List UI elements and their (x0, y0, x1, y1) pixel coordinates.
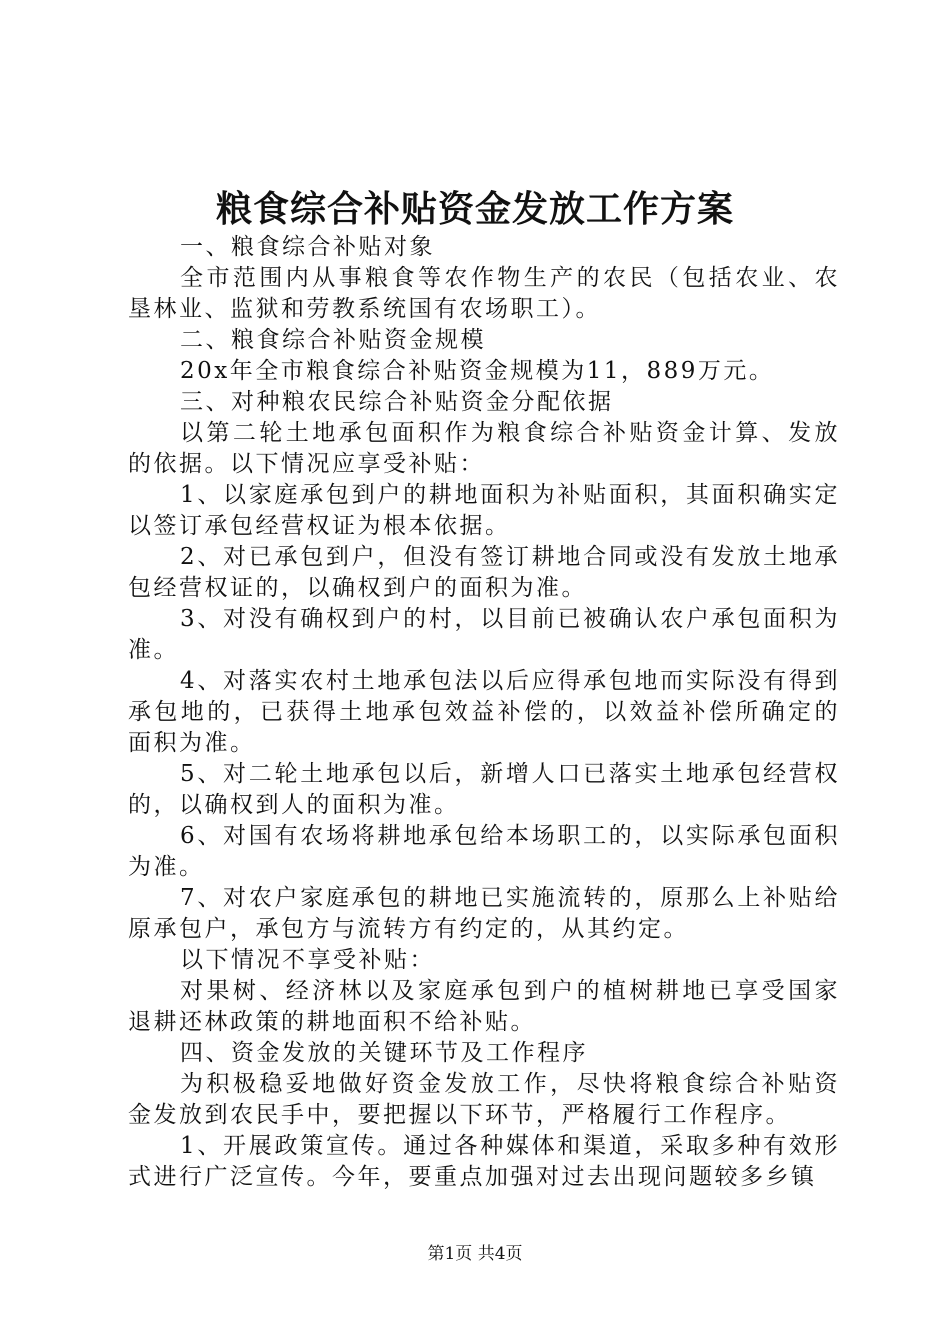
document-body (128, 232, 840, 1193)
section-heading: 一、粮食综合补贴对象 (180, 234, 435, 260)
list-item: 6、对国有农场将耕地承包给本场职工的，以实际承包面积为准。 (128, 823, 840, 880)
paragraph: 全市范围内从事粮食等农作物生产的农民（包括农业、农垦林业、监狱和劳教系统国有农场职工）。 (128, 265, 840, 322)
list-item: 1、开展政策宣传。通过各种媒体和渠道，采取多种有效形式进行广泛宣传。今年，要重点加强对过去出现问题较多乡镇 (128, 1133, 840, 1190)
page-footer: 第1页 共4页 (427, 1244, 523, 1264)
list-item: 3、对没有确权到户的村，以目前已被确认农户承包面积为准。 (128, 606, 840, 663)
list-item: 2、对已承包到户，但没有签订耕地合同或没有发放土地承包经营权证的，以确权到户的面积为准。 (128, 544, 840, 601)
paragraph: 20x年全市粮食综合补贴资金规模为11，889万元。 (180, 358, 775, 384)
section-heading: 四、资金发放的关键环节及工作程序 (180, 1040, 588, 1066)
paragraph: 以下情况不享受补贴： (180, 947, 435, 973)
paragraph: 为积极稳妥地做好资金发放工作，尽快将粮食综合补贴资金发放到农民手中，要把握以下环节，严格履行工作程序。 (128, 1071, 840, 1128)
list-item: 1、以家庭承包到户的耕地面积为补贴面积，其面积确实定以签订承包经营权证为根本依据。 (128, 482, 840, 539)
section-heading: 三、对种粮农民综合补贴资金分配依据 (180, 389, 614, 415)
list-item: 5、对二轮土地承包以后，新增人口已落实土地承包经营权的，以确权到人的面积为准。 (128, 761, 840, 818)
section-heading: 二、粮食综合补贴资金规模 (180, 327, 486, 353)
document-title: 粮食综合补贴资金发放工作方案 (215, 189, 734, 230)
list-item: 7、对农户家庭承包的耕地已实施流转的，原那么上补贴给原承包户，承包方与流转方有约定的，从其约定。 (128, 885, 840, 942)
paragraph: 对果树、经济林以及家庭承包到户的植树耕地已享受国家退耕还林政策的耕地面积不给补贴。 (128, 978, 840, 1035)
list-item: 4、对落实农村土地承包法以后应得承包地而实际没有得到承包地的，已获得土地承包效益补偿的，以效益补偿所确定的面积为准。 (128, 668, 840, 756)
paragraph: 以第二轮土地承包面积作为粮食综合补贴资金计算、发放的依据。以下情况应享受补贴： (128, 420, 840, 477)
